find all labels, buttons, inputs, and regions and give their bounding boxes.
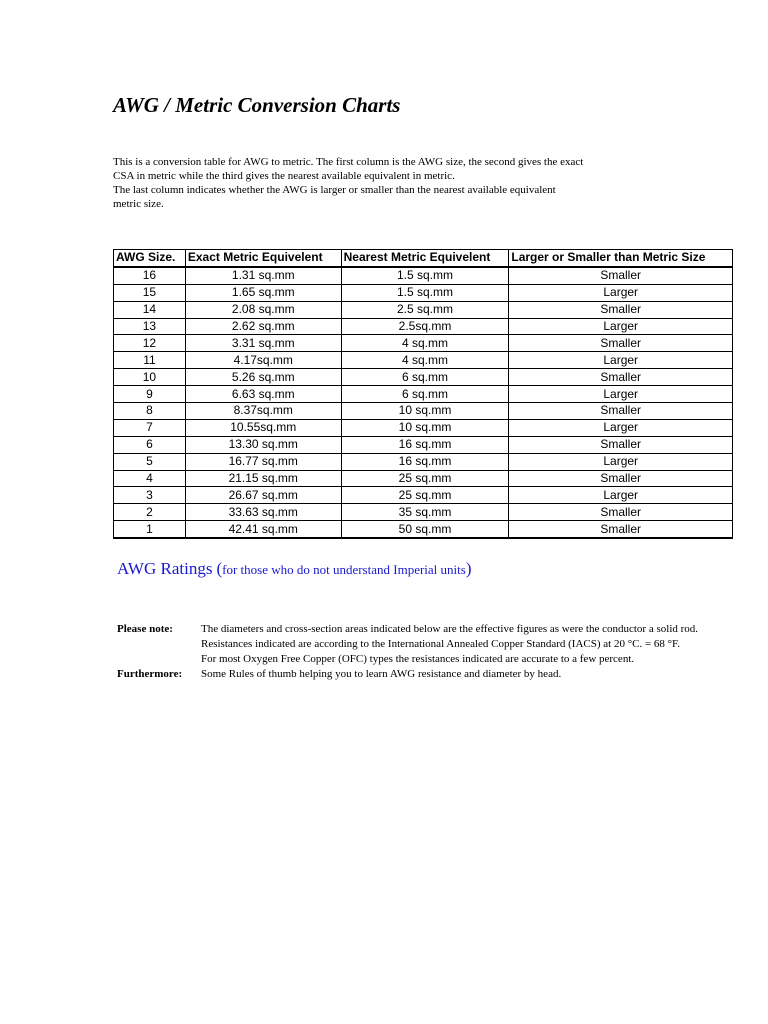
table-row (114, 386, 733, 403)
cell-nearest-metric: 25 sq.mm (341, 487, 509, 504)
cell-nearest-metric: 1.5 sq.mm (341, 284, 509, 301)
cell-larger-smaller: Larger (509, 352, 733, 369)
cell-larger-smaller: Larger (509, 386, 733, 403)
cell-awg-size: 16 (114, 267, 186, 284)
cell-awg-size: 5 (114, 453, 186, 470)
cell-awg-size: 4 (114, 470, 186, 487)
cell-awg-size: 11 (114, 352, 186, 369)
table-row (114, 436, 733, 453)
header-awg-size: AWG Size. (114, 250, 186, 267)
cell-larger-smaller: Larger (509, 318, 733, 335)
furthermore-label: Furthermore: (117, 668, 183, 680)
cell-awg-size: 12 (114, 335, 186, 352)
cell-awg-size: 10 (114, 369, 186, 386)
cell-exact-metric: 10.55sq.mm (185, 419, 341, 436)
cell-nearest-metric: 2.5sq.mm (341, 318, 509, 335)
cell-nearest-metric: 10 sq.mm (341, 403, 509, 420)
conversion-table (113, 249, 733, 539)
table-row (114, 521, 733, 538)
cell-exact-metric: 6.63 sq.mm (185, 386, 341, 403)
intro-paragraph (113, 155, 713, 211)
cell-nearest-metric: 4 sq.mm (341, 352, 509, 369)
table-row (114, 267, 733, 284)
cell-nearest-metric: 10 sq.mm (341, 419, 509, 436)
intro-line: The last column indicates whether the AWG is larger or smaller than the nearest available equivalent (113, 184, 556, 196)
cell-awg-size: 8 (114, 403, 186, 420)
cell-exact-metric: 1.65 sq.mm (185, 284, 341, 301)
table-row (114, 335, 733, 352)
cell-nearest-metric: 4 sq.mm (341, 335, 509, 352)
cell-larger-smaller: Smaller (509, 369, 733, 386)
cell-awg-size: 3 (114, 487, 186, 504)
table-row (114, 453, 733, 470)
table-body (114, 267, 733, 538)
table-row (114, 284, 733, 301)
cell-larger-smaller: Smaller (509, 335, 733, 352)
table-row (114, 487, 733, 504)
furthermore-text: Some Rules of thumb helping you to learn AWG resistance and diameter by head. (201, 668, 562, 680)
cell-larger-smaller: Larger (509, 419, 733, 436)
awg-ratings-heading (117, 559, 472, 579)
furthermore-row (117, 667, 768, 682)
cell-larger-smaller: Smaller (509, 470, 733, 487)
cell-nearest-metric: 16 sq.mm (341, 436, 509, 453)
cell-larger-smaller: Larger (509, 284, 733, 301)
cell-exact-metric: 42.41 sq.mm (185, 521, 341, 538)
cell-exact-metric: 2.08 sq.mm (185, 301, 341, 318)
table-row (114, 470, 733, 487)
please-note-label: Please note: (117, 623, 173, 635)
cell-exact-metric: 33.63 sq.mm (185, 504, 341, 521)
cell-awg-size: 15 (114, 284, 186, 301)
intro-line: This is a conversion table for AWG to metric. The first column is the AWG size, the second gives the exact (113, 156, 584, 168)
table-row (114, 403, 733, 420)
table-row (114, 504, 733, 521)
table-row (114, 369, 733, 386)
please-note-row (117, 622, 768, 667)
cell-larger-smaller: Smaller (509, 436, 733, 453)
cell-larger-smaller: Smaller (509, 267, 733, 284)
cell-exact-metric: 5.26 sq.mm (185, 369, 341, 386)
cell-nearest-metric: 35 sq.mm (341, 504, 509, 521)
cell-nearest-metric: 6 sq.mm (341, 369, 509, 386)
cell-larger-smaller: Larger (509, 453, 733, 470)
table-row (114, 301, 733, 318)
ratings-close-paren: ) (465, 559, 472, 578)
cell-nearest-metric: 6 sq.mm (341, 386, 509, 403)
table-row (114, 318, 733, 335)
cell-larger-smaller: Smaller (509, 504, 733, 521)
cell-awg-size: 6 (114, 436, 186, 453)
ratings-subtitle: for those who do not understand Imperial units (222, 562, 466, 577)
cell-awg-size: 13 (114, 318, 186, 335)
header-nearest-metric: Nearest Metric Equivelent (341, 250, 509, 267)
cell-nearest-metric: 16 sq.mm (341, 453, 509, 470)
cell-awg-size: 14 (114, 301, 186, 318)
cell-nearest-metric: 2.5 sq.mm (341, 301, 509, 318)
note-line: The diameters and cross-section areas indicated below are the effective figures as were the conductor a solid rod. (201, 623, 699, 635)
cell-nearest-metric: 1.5 sq.mm (341, 267, 509, 284)
cell-exact-metric: 21.15 sq.mm (185, 470, 341, 487)
cell-nearest-metric: 25 sq.mm (341, 470, 509, 487)
cell-larger-smaller: Smaller (509, 521, 733, 538)
cell-exact-metric: 3.31 sq.mm (185, 335, 341, 352)
cell-exact-metric: 8.37sq.mm (185, 403, 341, 420)
cell-larger-smaller: Smaller (509, 403, 733, 420)
cell-awg-size: 2 (114, 504, 186, 521)
page-title: AWG / Metric Conversion Charts (113, 93, 401, 117)
cell-larger-smaller: Smaller (509, 301, 733, 318)
table-header-row (114, 250, 733, 267)
cell-exact-metric: 4.17sq.mm (185, 352, 341, 369)
ratings-open-paren: ( (216, 559, 223, 578)
table-row (114, 352, 733, 369)
cell-larger-smaller: Larger (509, 487, 733, 504)
cell-nearest-metric: 50 sq.mm (341, 521, 509, 538)
cell-exact-metric: 2.62 sq.mm (185, 318, 341, 335)
note-line: For most Oxygen Free Copper (OFC) types the resistances indicated are accurate to a few percent. (201, 653, 635, 665)
cell-exact-metric: 13.30 sq.mm (185, 436, 341, 453)
intro-line: metric size. (113, 198, 164, 210)
cell-awg-size: 7 (114, 419, 186, 436)
cell-exact-metric: 16.77 sq.mm (185, 453, 341, 470)
cell-awg-size: 9 (114, 386, 186, 403)
please-note-text (201, 622, 698, 667)
note-line: Resistances indicated are according to the International Annealed Copper Standard (IACS) at 20 °C. = 68 °F. (201, 638, 681, 650)
intro-line: CSA in metric while the third gives the nearest available equivalent in metric. (113, 170, 455, 182)
cell-exact-metric: 1.31 sq.mm (185, 267, 341, 284)
notes-section (117, 622, 768, 682)
cell-exact-metric: 26.67 sq.mm (185, 487, 341, 504)
header-exact-metric: Exact Metric Equivelent (185, 250, 341, 267)
cell-awg-size: 1 (114, 521, 186, 538)
ratings-title: AWG Ratings (117, 559, 213, 578)
header-larger-smaller: Larger or Smaller than Metric Size (509, 250, 733, 267)
table-row (114, 419, 733, 436)
